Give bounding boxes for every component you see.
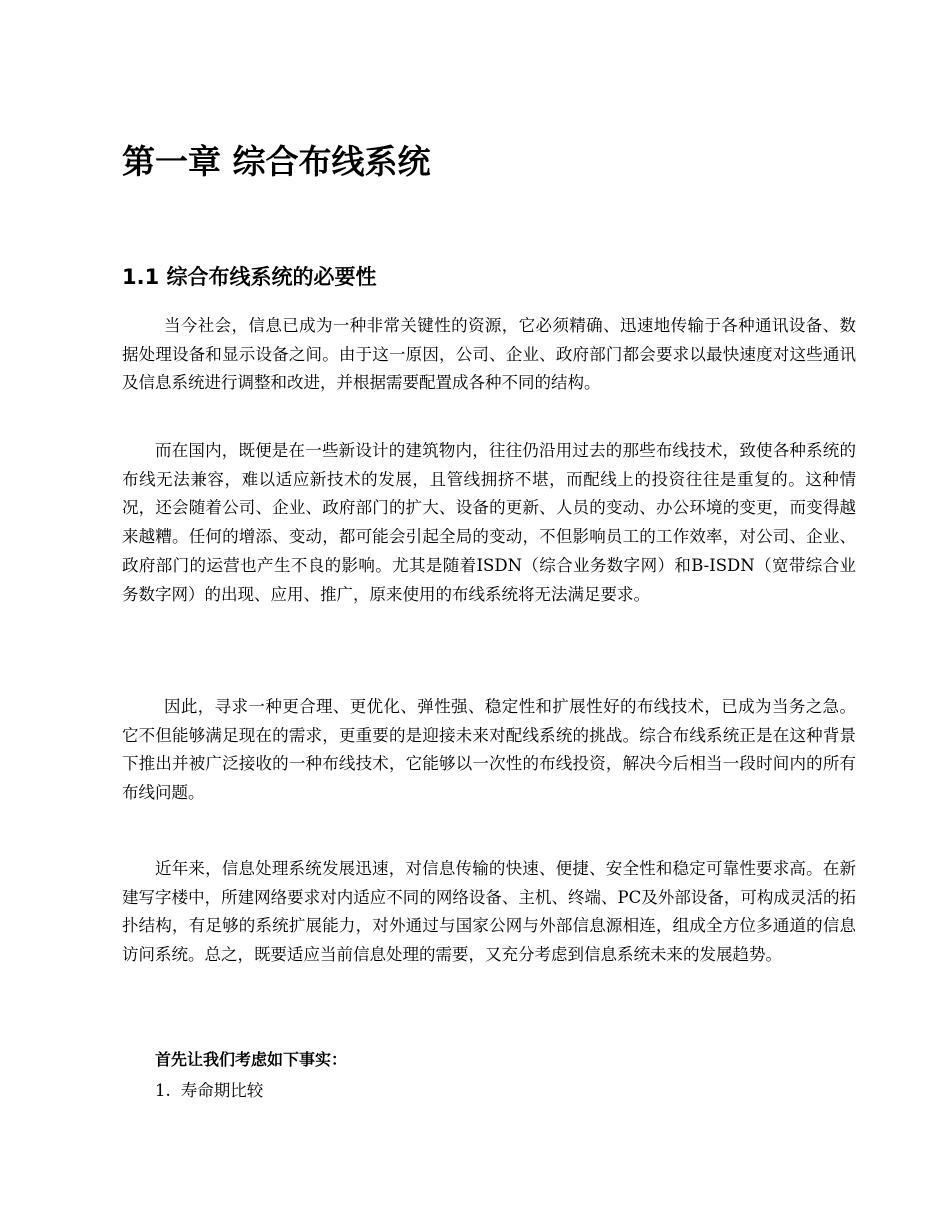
chapter-title: 第一章 综合布线系统 — [122, 142, 431, 181]
paragraph-2: 而在国内，既便是在一些新设计的建筑物内，往往仍沿用过去的那些布线技术，致使各种系统的布线无法兼容，难以适应新技术的发展，且管线拥挤不堪，而配线上的投资往往是重复的。这种情况，还会随着公司、企业、政府部门的扩大、设备的更新、人员的变动、办公环境的变更，而变得越来越糟。任何的增添、变动，都可能会引起全局的变动，不但影响员工的工作效率，对公司、企业、政府部门的运营也产生不良的影响。尤其是随着ISDN（综合业务数字网）和B-ISDN（宽带综合业务数字网）的出现、应用、推广，原来使用的布线系统将无法满足要求。 — [122, 441, 856, 604]
facts-lead: 首先让我们考虑如下事实： — [155, 1050, 348, 1069]
facts-list — [155, 1077, 263, 1105]
section-title: 1.1 综合布线系统的必要性 — [122, 265, 377, 289]
list-item-text: 寿命期比较 — [180, 1081, 264, 1100]
paragraph-4: 近年来，信息处理系统发展迅速，对信息传输的快速、便捷、安全性和稳定可靠性要求高。在新建写字楼中，所建网络要求对内适应不同的网络设备、主机、终端、PC及外部设备，可构成灵活的拓扑结构，有足够的系统扩展能力，对外通过与国家公网与外部信息源相连，组成全方位多通道的信息访问系统。总之，既要适应当前信息处理的需要，又充分考虑到信息系统未来的发展趋势。 — [122, 859, 856, 965]
list-item-number: 1. — [155, 1081, 171, 1100]
paragraph-1: 当今社会，信息已成为一种非常关键性的资源，它必须精确、迅速地传输于各种通讯设备、数据处理设备和显示设备之间。由于这一原因，公司、企业、政府部门都会要求以最快速度对这些通讯及信息系统进行调整和改进，并根据需要配置成各种不同的结构。 — [122, 316, 856, 393]
paragraph-3: 因此，寻求一种更合理、更优化、弹性强、稳定性和扩展性好的布线技术，已成为当务之急。它不但能够满足现在的需求，更重要的是迎接未来对配线系统的挑战。综合布线系统正是在这种背景下推出并被广泛接收的一种布线技术，它能够以一次性的布线投资，解决今后相当一段时间内的所有布线问题。 — [122, 697, 856, 803]
list-item — [155, 1077, 263, 1105]
